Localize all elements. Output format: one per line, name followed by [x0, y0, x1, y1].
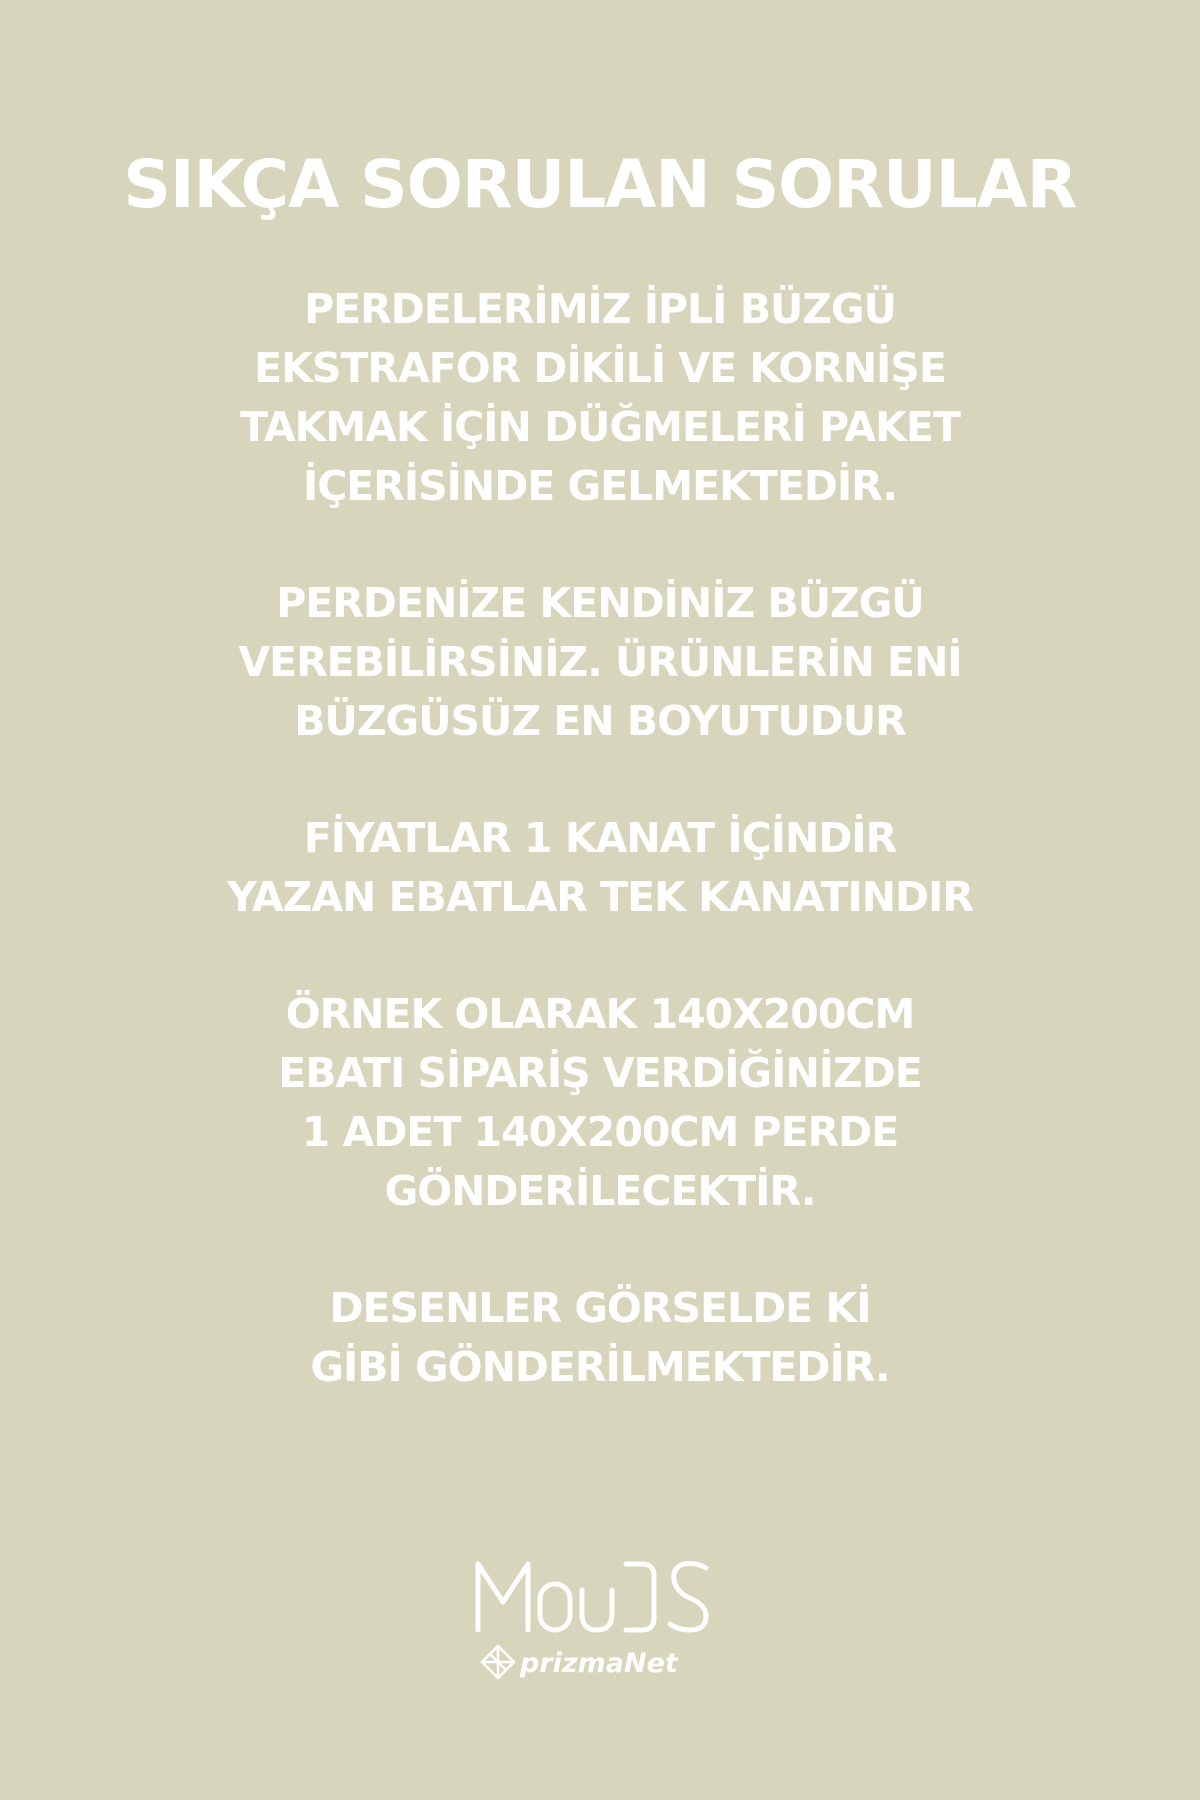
faq-line: BÜZGÜSÜZ EN BOYUTUDUR	[294, 697, 906, 745]
faq-line: DESENLER GÖRSELDE Kİ	[329, 1284, 871, 1332]
faq-item	[0, 1279, 1200, 1397]
faq-line: EBATI SİPARİŞ VERDİĞİNİZDE	[278, 1049, 922, 1097]
faq-list	[0, 280, 1200, 1455]
faq-line: ÖRNEK OLARAK 140X200CM	[285, 990, 915, 1038]
faq-item	[0, 574, 1200, 751]
faq-line: FİYATLAR 1 KANAT İÇİNDİR	[303, 814, 897, 862]
sub-brand-text: prizmaNet	[520, 1648, 678, 1679]
faq-line: GÖNDERİLECEKTİR.	[384, 1167, 816, 1215]
faq-line: İÇERİSİNDE GELMEKTEDİR.	[302, 462, 898, 510]
faq-line: YAZAN EBATLAR TEK KANATINDIR	[227, 873, 973, 921]
faq-line: PERDENİZE KENDİNİZ BÜZGÜ	[276, 579, 924, 627]
mouds-logo-icon	[470, 1550, 740, 1700]
faq-item	[0, 809, 1200, 927]
faq-line: GİBİ GÖNDERİLMEKTEDİR.	[310, 1343, 890, 1391]
faq-line: 1 ADET 140X200CM PERDE	[301, 1108, 899, 1156]
page-title: SIKÇA SORULAN SORULAR	[123, 146, 1077, 223]
faq-line: EKSTRAFOR DİKİLİ VE KORNİŞE	[254, 344, 946, 392]
faq-item	[0, 985, 1200, 1221]
faq-item	[0, 280, 1200, 516]
faq-line: PERDELERİMİZ İPLİ BÜZGÜ	[304, 285, 896, 333]
faq-line: TAKMAK İÇİN DÜĞMELERİ PAKET	[240, 403, 960, 451]
faq-line: VEREBİLİRSİNİZ. ÜRÜNLERİN ENİ	[238, 638, 962, 686]
brand-logo	[470, 1550, 740, 1700]
